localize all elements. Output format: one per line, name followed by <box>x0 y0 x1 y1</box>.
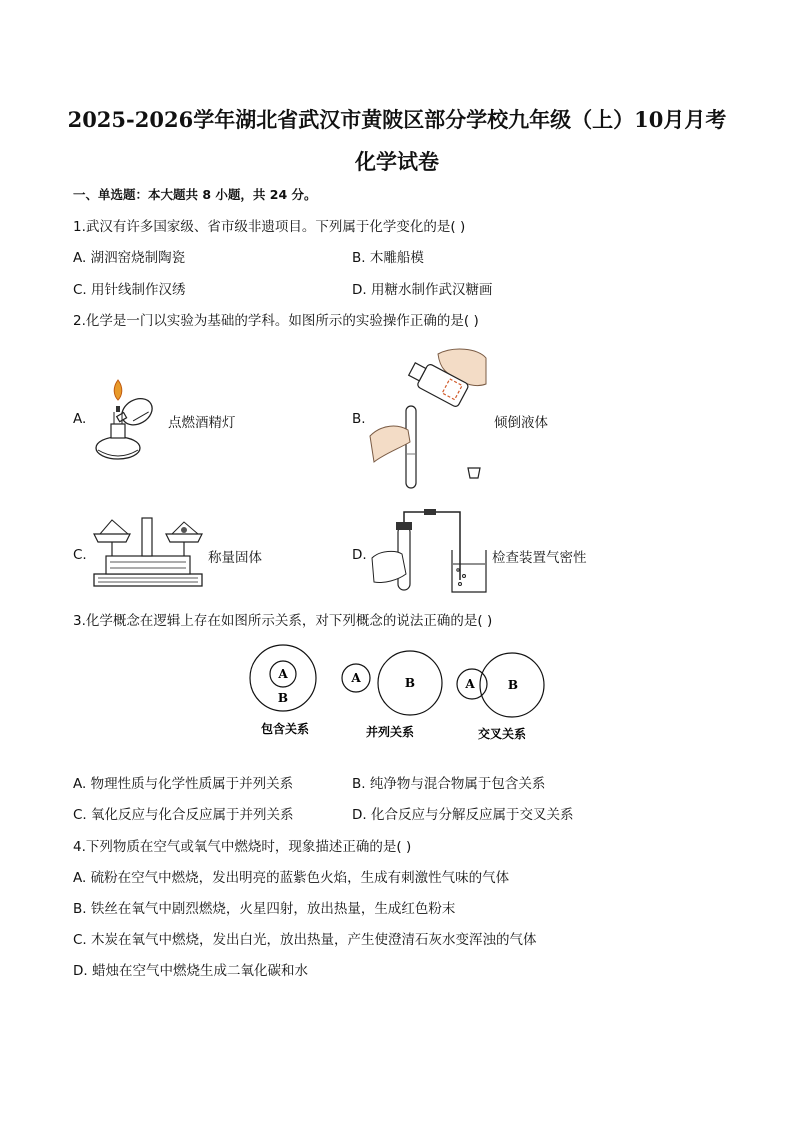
q1-stem: 1.武汉有许多国家级、省市级非遗项目。下列属于化学变化的是( ) <box>73 219 466 235</box>
q2-option-d-letter: D. <box>352 547 367 563</box>
balance-figure <box>88 512 208 590</box>
q2-option-b-letter: B. <box>352 411 366 427</box>
venn-cross-a: A <box>465 677 475 691</box>
q1-option-b: B. 木雕船模 <box>352 250 424 266</box>
exam-title-line2: 化学试卷 <box>355 149 439 174</box>
q2-caption-a: 点燃酒精灯 <box>168 415 236 431</box>
q2-caption-c: 称量固体 <box>208 550 262 566</box>
venn-contain-a: A <box>278 667 288 681</box>
lamp-lighting-figure <box>88 372 168 464</box>
q3-option-a: A. 物理性质与化学性质属于并列关系 <box>73 776 294 792</box>
venn-parallel-b: B <box>404 676 416 690</box>
venn-cross-label: 交叉关系 <box>477 727 527 741</box>
venn-cross-b: B <box>507 678 519 692</box>
q4-option-c: C. 木炭在氧气中燃烧，发出白光，放出热量，产生使澄清石灰水变浑浊的气体 <box>73 932 537 948</box>
q2-option-a-letter: A. <box>73 411 87 427</box>
section-heading: 一、单选题：本大题共 8 小题，共 24 分。 <box>73 187 317 202</box>
exam-title-line1: 2025-2026学年湖北省武汉市黄陂区部分学校九年级（上）10月月考 <box>67 107 727 132</box>
q4-option-a: A. 硫粉在空气中燃烧，发出明亮的蓝紫色火焰，生成有刺激性气味的气体 <box>73 870 510 886</box>
q2-stem: 2.化学是一门以实验为基础的学科。如图所示的实验操作正确的是( ) <box>73 313 479 329</box>
pour-liquid-figure <box>368 344 492 494</box>
q1-option-a: A. 湖泗窑烧制陶瓷 <box>73 250 186 266</box>
q3-option-d: D. 化合反应与分解反应属于交叉关系 <box>352 807 574 823</box>
q2-caption-d: 检查装置气密性 <box>492 550 587 566</box>
q1-option-c: C. 用针线制作汉绣 <box>73 282 186 298</box>
q3-stem: 3.化学概念在逻辑上存在如图所示关系，对下列概念的说法正确的是( ) <box>73 613 493 629</box>
q3-option-c: C. 氧化反应与化合反应属于并列关系 <box>73 807 294 823</box>
venn-contain-label: 包含关系 <box>260 722 310 736</box>
venn-parallel-a: A <box>351 671 361 685</box>
q2-caption-b: 倾倒液体 <box>494 415 548 431</box>
venn-diagrams <box>240 638 560 746</box>
q4-stem: 4.下列物质在空气或氧气中燃烧时，现象描述正确的是( ) <box>73 839 412 855</box>
q3-option-b: B. 纯净物与混合物属于包含关系 <box>352 776 546 792</box>
q4-option-b: B. 铁丝在氧气中剧烈燃烧，火星四射，放出热量，生成红色粉末 <box>73 901 456 917</box>
venn-contain-b: B <box>277 691 289 705</box>
venn-parallel-label: 并列关系 <box>365 725 415 739</box>
q1-option-d: D. 用糖水制作武汉糖画 <box>352 282 493 298</box>
airtightness-figure <box>368 504 492 596</box>
q2-option-c-letter: C. <box>73 547 87 563</box>
q4-option-d: D. 蜡烛在空气中燃烧生成二氧化碳和水 <box>73 963 308 979</box>
